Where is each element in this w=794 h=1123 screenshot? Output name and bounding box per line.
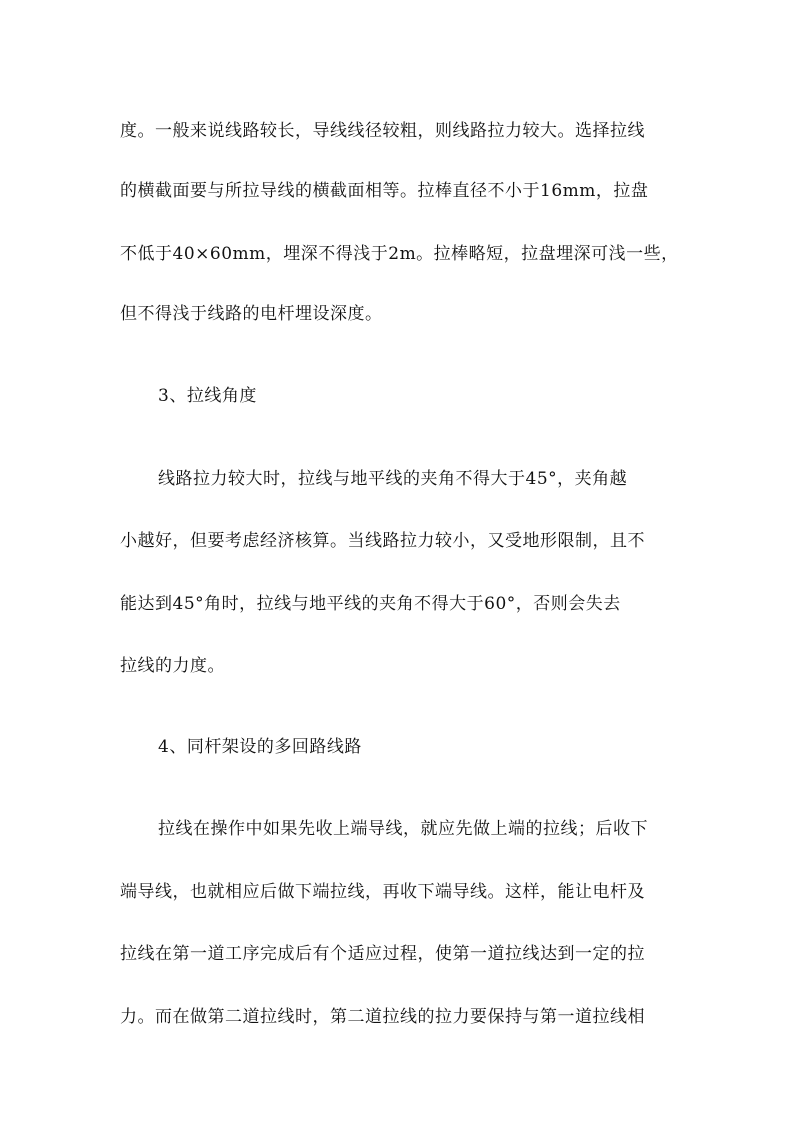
paragraph-2-line-1: 线路拉力较大时，拉线与地平线的夹角不得大于45°，夹角越 (158, 469, 628, 489)
paragraph-1-line-1: 度。一般来说线路较长，导线线径较粗，则线路拉力较大。选择拉线 (120, 121, 645, 141)
paragraph-3-line-2: 端导线，也就相应后做下端拉线，再收下端导线。这样，能让电杆及 (120, 882, 645, 902)
paragraph-1-line-3: 不低于40×60mm，埋深不得浅于2m。拉棒略短，拉盘埋深可浅一些， (120, 244, 679, 264)
paragraph-2-line-3: 能达到45°角时，拉线与地平线的夹角不得大于60°，否则会失去 (120, 594, 621, 614)
paragraph-3-line-1: 拉线在操作中如果先收上端导线，就应先做上端的拉线；后收下 (158, 819, 648, 839)
paragraph-2-line-4: 拉线的力度。 (120, 656, 225, 676)
paragraph-1-line-4: 但不得浅于线路的电杆埋设深度。 (120, 304, 383, 324)
paragraph-2-line-2: 小越好，但要考虑经济核算。当线路拉力较小，又受地形限制，且不 (120, 531, 645, 551)
paragraph-1-line-2: 的横截面要与所拉导线的横截面相等。拉棒直径不小于16mm，拉盘 (120, 181, 649, 201)
paragraph-3-line-4: 力。而在做第二道拉线时，第二道拉线的拉力要保持与第一道拉线相 (120, 1007, 645, 1027)
paragraph-3-line-3: 拉线在第一道工序完成后有个适应过程，使第一道拉线达到一定的拉 (120, 944, 645, 964)
section-heading-3: 3、拉线角度 (158, 386, 257, 406)
section-heading-4: 4、同杆架设的多回路线路 (158, 737, 362, 757)
